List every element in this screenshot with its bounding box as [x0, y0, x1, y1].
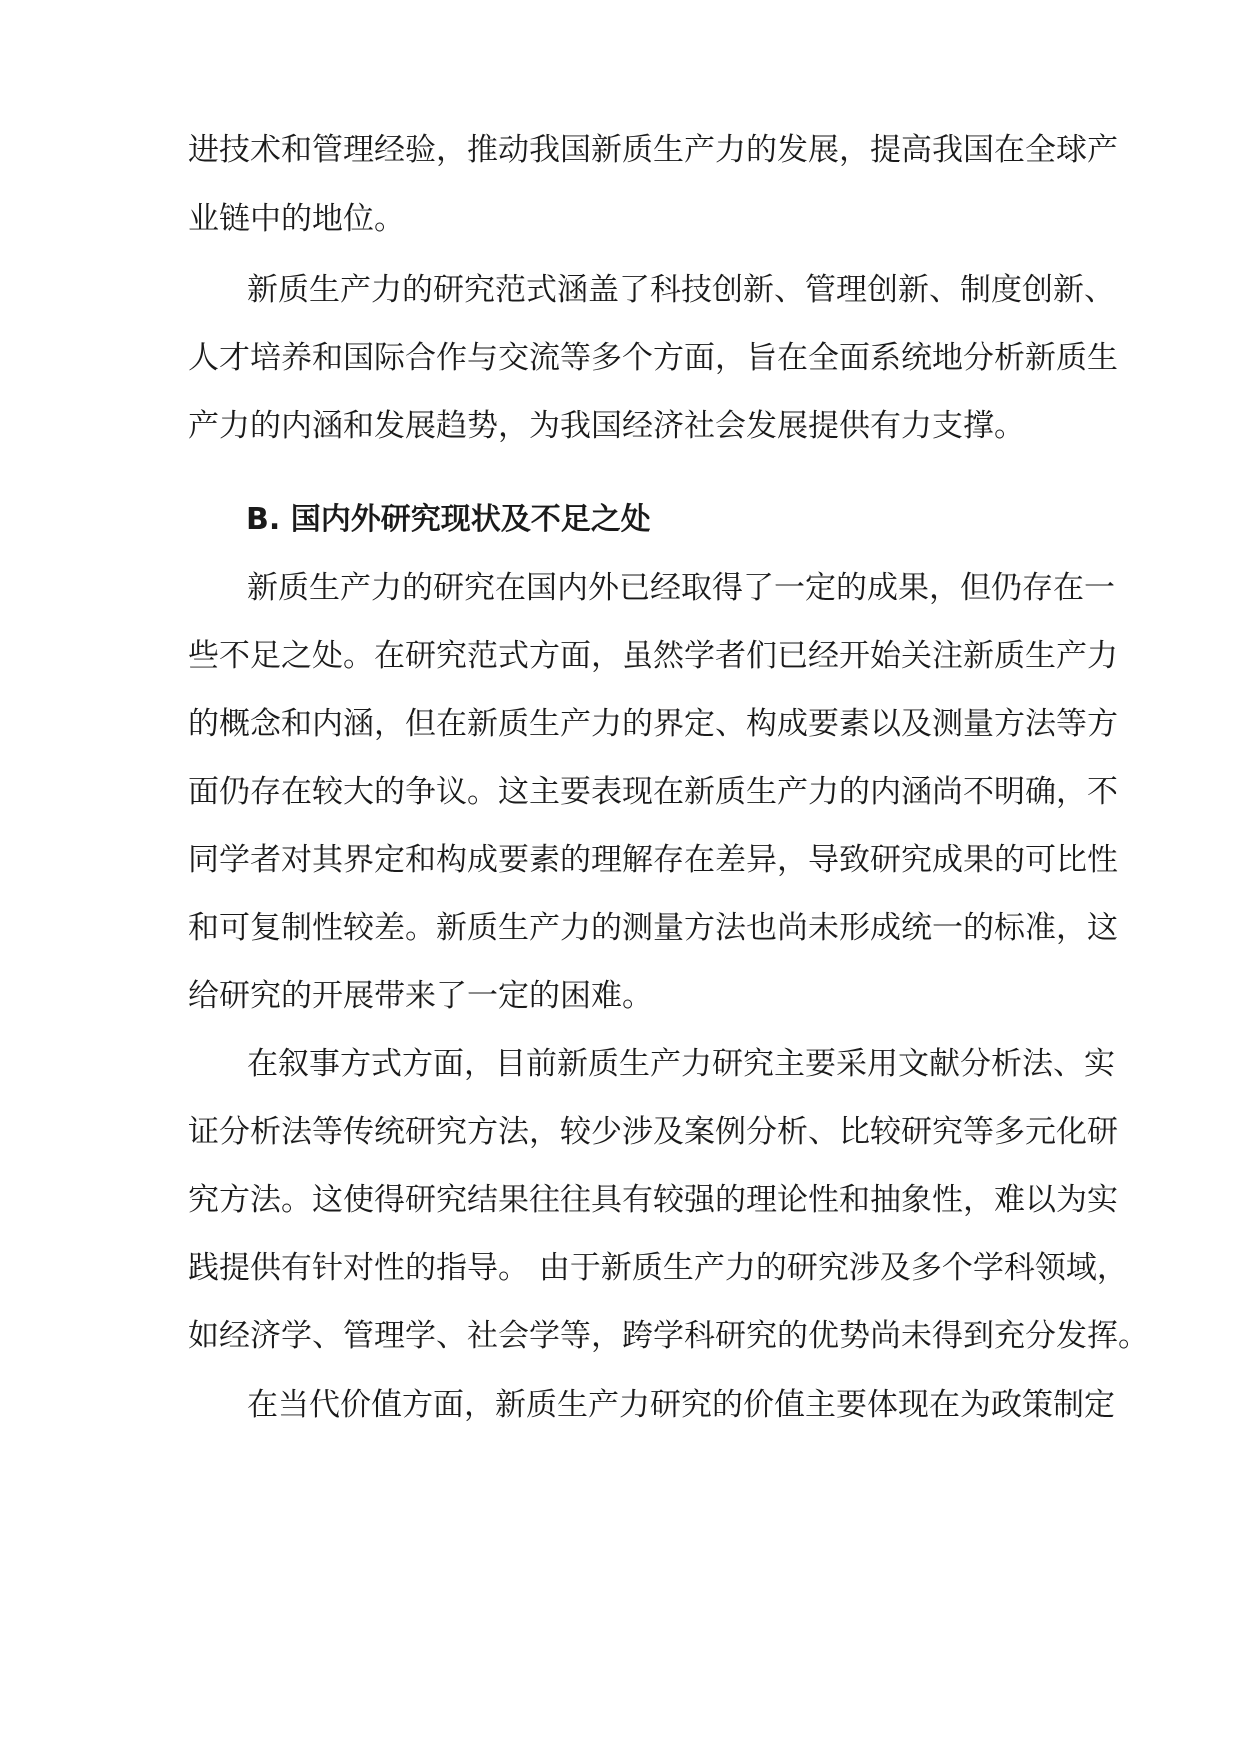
text-line: 同学者对其界定和构成要素的理解存在差异，导致研究成果的可比性: [188, 842, 1118, 878]
text-line: 些不足之处。在研究范式方面，虽然学者们已经开始关注新质生产力: [188, 638, 1118, 674]
text-line: 在叙事方式方面，目前新质生产力研究主要采用文献分析法、实: [247, 1046, 1115, 1082]
text-line: 践提供有针对性的指导。 由于新质生产力的研究涉及多个学科领域，: [188, 1250, 1128, 1286]
text-line: 新质生产力的研究在国内外已经取得了一定的成果，但仍存在一: [247, 570, 1115, 606]
text-line: 究方法。这使得研究结果往往具有较强的理论性和抽象性，难以为实: [188, 1182, 1118, 1218]
text-line: 面仍存在较大的争议。这主要表现在新质生产力的内涵尚不明确，不: [188, 774, 1118, 810]
section-heading: B. 国内外研究现状及不足之处: [246, 502, 651, 537]
text-line: 的概念和内涵，但在新质生产力的界定、构成要素以及测量方法等方: [188, 706, 1118, 742]
text-line: 如经济学、管理学、社会学等，跨学科研究的优势尚未得到充分发挥。: [188, 1318, 1149, 1354]
text-line: 新质生产力的研究范式涵盖了科技创新、管理创新、制度创新、: [247, 272, 1115, 308]
text-line: 在当代价值方面，新质生产力研究的价值主要体现在为政策制定: [247, 1387, 1115, 1423]
text-line: 和可复制性较差。新质生产力的测量方法也尚未形成统一的标准，这: [188, 910, 1118, 946]
text-line: 给研究的开展带来了一定的困难。: [188, 978, 653, 1014]
text-line: 业链中的地位。: [188, 201, 405, 237]
text-line: 进技术和管理经验，推动我国新质生产力的发展，提高我国在全球产: [188, 132, 1118, 168]
text-line: 人才培养和国际合作与交流等多个方面，旨在全面系统地分析新质生: [188, 340, 1118, 376]
text-line: 证分析法等传统研究方法，较少涉及案例分析、比较研究等多元化研: [188, 1114, 1118, 1150]
text-line: 产力的内涵和发展趋势，为我国经济社会发展提供有力支撑。: [188, 408, 1025, 444]
